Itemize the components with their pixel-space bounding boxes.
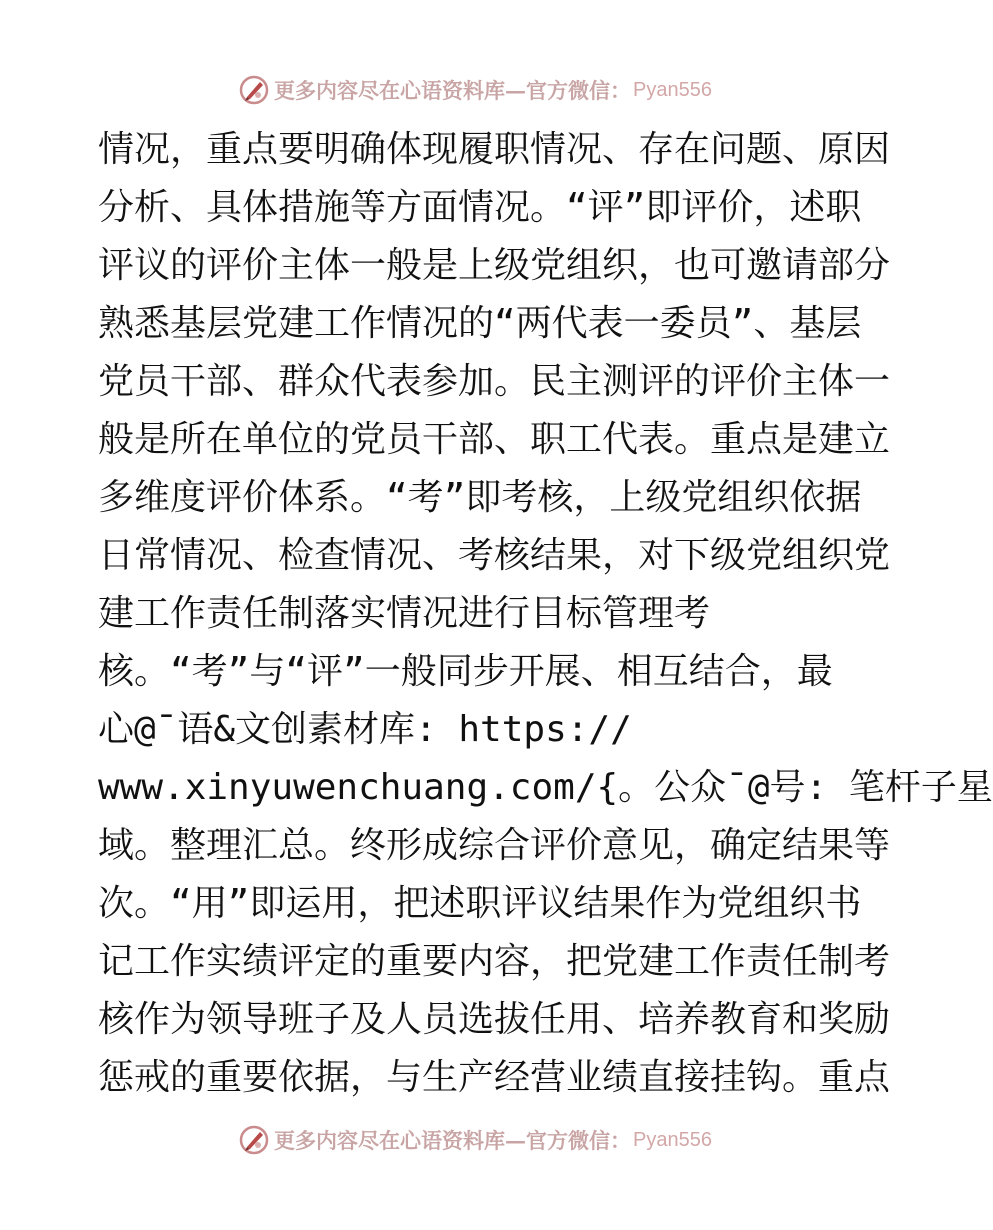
text-line: 核。“考”与“评”一般同步开展、相互结合，最: [98, 651, 833, 692]
text-line: 般是所在单位的党员干部、职工代表。重点是建立: [98, 419, 891, 460]
text-line: 熟悉基层党建工作情况的“两代表一委员”、基层: [98, 303, 862, 344]
header-banner-text: 更多内容尽在心语资料库—官方微信：: [274, 78, 632, 103]
header-wechat-id: Pyan556: [633, 78, 712, 101]
header-banner: [0, 70, 950, 110]
text-line: www.xinyuwenchuang.com/{。公众¯@号: 笔杆子星: [98, 767, 993, 808]
text-line: 多维度评价体系。“考”即考核，上级党组织依据: [98, 477, 862, 518]
text-line: 日常情况、检查情况、考核结果，对下级党组织党: [98, 535, 891, 576]
text-line: 惩戒的重要依据，与生产经营业绩直接挂钩。重点: [98, 1057, 891, 1098]
text-line: 核作为领导班子及人员选拔任用、培养教育和奖励: [98, 999, 891, 1040]
text-line: 情况，重点要明确体现履职情况、存在问题、原因: [98, 129, 891, 170]
text-line: 评议的评价主体一般是上级党组织，也可邀请部分: [98, 245, 891, 286]
text-line: 建工作责任制落实情况进行目标管理考: [98, 593, 711, 634]
footer-wechat-id: Pyan556: [633, 1128, 712, 1151]
text-line: 次。“用”即运用，把述职评议结果作为党组织书: [98, 883, 862, 924]
body-text: [98, 121, 993, 1107]
text-line: 分析、具体措施等方面情况。“评”即评价，述职: [98, 187, 862, 228]
text-line: 记工作实绩评定的重要内容，把党建工作责任制考: [98, 941, 891, 982]
text-line: 心@¯语&文创素材库: https://: [98, 709, 632, 750]
text-line: 域。整理汇总。终形成综合评价意见，确定结果等: [98, 825, 891, 866]
footer-banner-text: 更多内容尽在心语资料库—官方微信：: [274, 1128, 632, 1153]
text-line: 党员干部、群众代表参加。民主测评的评价主体一: [98, 361, 891, 402]
quill-pen-seal-icon: [238, 1124, 270, 1156]
quill-pen-seal-icon: [238, 74, 270, 106]
footer-banner: [0, 1120, 950, 1160]
